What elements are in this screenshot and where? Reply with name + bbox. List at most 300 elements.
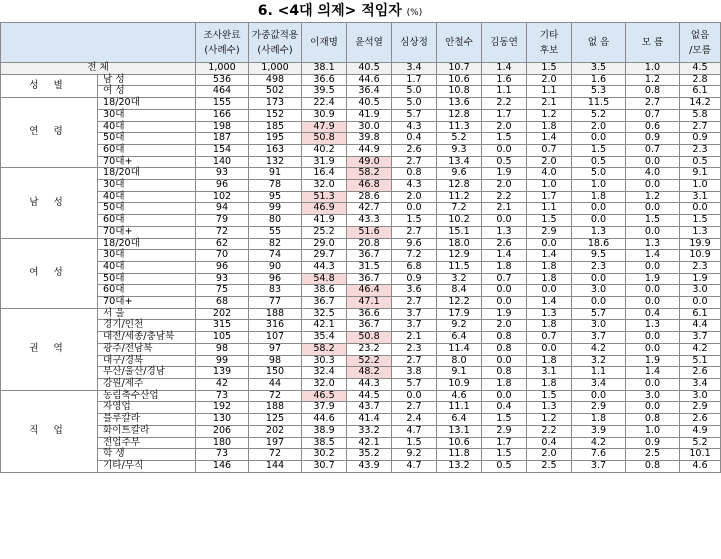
cell: 6.8 [392,261,437,273]
table-row [1,437,721,449]
cell: 4.5 [680,63,721,75]
cell: 139 [196,367,249,379]
cell: 5.2 [437,133,482,145]
row-label: 30대 [98,180,196,192]
cell: 74 [249,250,302,262]
cell: 2.1 [482,203,527,215]
row-label: 60대 [98,215,196,227]
cell: 2.0 [527,156,572,168]
cell: 1.1 [572,367,626,379]
table-row [1,261,721,273]
cell: 1.4 [482,250,527,262]
cell: 2.4 [392,414,437,426]
cell: 0.0 [680,297,721,309]
cell: 1.8 [527,273,572,285]
row-label: 60대 [98,285,196,297]
cell: 1.8 [527,355,572,367]
cell: 28.6 [347,191,392,203]
cell: 58.2 [347,168,392,180]
cell: 1.5 [482,414,527,426]
cell: 30.0 [347,121,392,133]
cell: 498 [249,74,302,86]
cell: 1,000 [196,63,249,75]
cell: 44.6 [302,414,347,426]
cell: 0.0 [482,297,527,309]
title-text: 6. <4대 의제> 적임자 [257,3,402,19]
cell: 35.4 [302,332,347,344]
cell: 3.4 [572,378,626,390]
cell: 1.5 [680,215,721,227]
cell: 4.2 [680,343,721,355]
cell: 0.0 [482,390,527,402]
cell: 2.9 [482,425,527,437]
cell: 0.7 [482,273,527,285]
cell: 36.4 [347,86,392,98]
cell: 10.6 [437,437,482,449]
group-label: 권 역 [1,308,98,390]
cell: 188 [249,402,302,414]
cell: 2.3 [680,261,721,273]
cell: 32.0 [302,180,347,192]
cell: 198 [196,121,249,133]
cell: 13.6 [437,98,482,110]
cell: 16.4 [302,168,347,180]
cell: 1.8 [572,191,626,203]
cell: 1.5 [527,390,572,402]
cell: 2.7 [392,402,437,414]
cell: 42.1 [302,320,347,332]
cell: 3.0 [680,390,721,402]
cell: 146 [196,460,249,472]
cell: 41.9 [347,109,392,121]
cell: 38.5 [302,437,347,449]
cell: 6.1 [680,308,721,320]
cell: 0.8 [482,332,527,344]
cell: 2.0 [482,320,527,332]
table-row [1,367,721,379]
cell: 23.2 [347,343,392,355]
cell: 1.5 [527,63,572,75]
cell: 11.2 [437,191,482,203]
cell: 2.1 [392,332,437,344]
column-header: 없 음 [572,23,626,63]
cell: 10.7 [437,63,482,75]
table-row [1,144,721,156]
cell: 4.4 [680,320,721,332]
cell: 0.8 [626,414,680,426]
column-header: 윤석열 [347,23,392,63]
cell: 5.7 [392,378,437,390]
header-blank [1,23,196,63]
group-label: 여 성 [1,238,98,308]
cell: 3.7 [680,332,721,344]
cell: 1.5 [527,215,572,227]
cell: 0.9 [680,133,721,145]
cell: 39.8 [347,133,392,145]
cell: 72 [196,226,249,238]
cell: 3.2 [572,355,626,367]
cell: 96 [196,180,249,192]
cell: 4.2 [572,437,626,449]
column-header: 가중값적용 (사례수) [249,23,302,63]
cell: 7.6 [572,449,626,461]
cell: 0.5 [482,156,527,168]
table-row [1,98,721,110]
cell: 1.0 [572,180,626,192]
cell: 132 [249,156,302,168]
total-label: 전 체 [1,63,196,75]
cell: 48.2 [347,367,392,379]
cell: 0.0 [626,297,680,309]
cell: 3.4 [392,63,437,75]
cell: 9.6 [392,238,437,250]
cell: 3.7 [392,320,437,332]
cell: 13.2 [437,460,482,472]
table-row [1,297,721,309]
cell: 1,000 [249,63,302,75]
cell: 154 [196,144,249,156]
cell: 0.0 [527,285,572,297]
cell: 102 [196,191,249,203]
cell: 0.0 [482,215,527,227]
cell: 30.7 [302,460,347,472]
cell: 43.3 [347,215,392,227]
cell: 1.8 [482,378,527,390]
cell: 1.9 [482,168,527,180]
cell: 2.3 [572,261,626,273]
cell: 55 [249,226,302,238]
cell: 195 [249,133,302,145]
cell: 6.1 [680,86,721,98]
cell: 11.5 [437,261,482,273]
cell: 1.6 [572,74,626,86]
cell: 144 [249,460,302,472]
cell: 155 [196,98,249,110]
cell: 0.0 [572,215,626,227]
cell: 30.3 [302,355,347,367]
cell: 3.7 [392,308,437,320]
cell: 36.6 [302,74,347,86]
cell: 22.4 [302,98,347,110]
cell: 90 [249,261,302,273]
cell: 3.0 [572,285,626,297]
cell: 5.3 [572,86,626,98]
cell: 2.1 [527,98,572,110]
cell: 1.3 [626,320,680,332]
cell: 2.0 [482,180,527,192]
cell: 5.7 [392,109,437,121]
cell: 2.9 [572,402,626,414]
cell: 99 [196,355,249,367]
column-header: 김동연 [482,23,527,63]
cell: 3.2 [437,273,482,285]
cell: 0.8 [482,367,527,379]
cell: 1.5 [392,215,437,227]
row-label: 50대 [98,273,196,285]
cell: 0.0 [626,402,680,414]
cell: 38.6 [302,285,347,297]
table-row [1,109,721,121]
cell: 6.4 [437,414,482,426]
cell: 1.0 [680,180,721,192]
cell: 8.0 [437,355,482,367]
cell: 2.3 [392,343,437,355]
cell: 46.8 [347,180,392,192]
cell: 32.0 [302,378,347,390]
cell: 2.6 [482,238,527,250]
cell: 3.0 [626,390,680,402]
row-label: 강원/제주 [98,378,196,390]
cell: 4.2 [572,343,626,355]
cell: 1.5 [572,144,626,156]
row-label: 50대 [98,203,196,215]
cell: 140 [196,156,249,168]
cell: 9.2 [437,320,482,332]
cell: 73 [196,390,249,402]
cell: 4.6 [680,460,721,472]
cell: 1.0 [527,180,572,192]
cell: 38.1 [302,63,347,75]
table-row [1,226,721,238]
cell: 1.4 [527,133,572,145]
cell: 1.9 [680,273,721,285]
cell: 0.0 [482,285,527,297]
cell: 1.3 [626,238,680,250]
cell: 1.4 [626,250,680,262]
cell: 75 [196,285,249,297]
cell: 37.9 [302,402,347,414]
cell: 0.7 [626,109,680,121]
cell: 0.4 [482,402,527,414]
cell: 9.6 [437,168,482,180]
row-label: 40대 [98,191,196,203]
row-label: 70대+ [98,297,196,309]
cell: 4.3 [392,180,437,192]
cell: 10.9 [680,250,721,262]
table-row [1,250,721,262]
cell: 4.0 [626,168,680,180]
cell: 2.7 [392,355,437,367]
cell: 62 [196,238,249,250]
cell: 40.5 [347,63,392,75]
table-row [1,180,721,192]
row-label: 70대+ [98,226,196,238]
cell: 17.9 [437,308,482,320]
table-row [1,414,721,426]
cell: 94 [196,203,249,215]
cell: 5.2 [680,437,721,449]
row-label: 자영업 [98,402,196,414]
cell: 30.9 [302,109,347,121]
cell: 1.7 [482,437,527,449]
cell: 12.2 [437,297,482,309]
cell: 41.4 [347,414,392,426]
column-header: 기타 후보 [527,23,572,63]
cell: 0.0 [626,332,680,344]
cell: 32.4 [302,367,347,379]
cell: 192 [196,402,249,414]
table-row [1,332,721,344]
cell: 0.7 [527,144,572,156]
row-label: 18/20대 [98,238,196,250]
cell: 1.4 [527,250,572,262]
cell: 1.5 [482,133,527,145]
cell: 12.9 [437,250,482,262]
cell: 3.5 [572,63,626,75]
column-header: 없음 /모름 [680,23,721,63]
cell: 10.6 [437,74,482,86]
cell: 29.7 [302,250,347,262]
cell: 72 [249,390,302,402]
row-label: 남 성 [98,74,196,86]
cell: 163 [249,144,302,156]
cell: 15.1 [437,226,482,238]
cell: 2.6 [392,144,437,156]
cell: 3.4 [680,378,721,390]
title-unit: (%) [406,8,423,18]
cell: 1.2 [527,109,572,121]
cell: 1.7 [527,191,572,203]
cell: 0.0 [626,343,680,355]
cell: 2.7 [392,226,437,238]
table-row [1,449,721,461]
cell: 5.1 [680,355,721,367]
cell: 0.8 [626,86,680,98]
cell: 52.2 [347,355,392,367]
cell: 0.0 [626,180,680,192]
column-header: 이재명 [302,23,347,63]
table-row [1,285,721,297]
cell: 13.4 [437,156,482,168]
cell: 12.8 [437,109,482,121]
cell: 43.9 [347,460,392,472]
cell: 315 [196,320,249,332]
cell: 42 [196,378,249,390]
cell: 502 [249,86,302,98]
cell: 20.8 [347,238,392,250]
row-label: 70대+ [98,156,196,168]
cell: 0.0 [626,156,680,168]
cell: 44.9 [347,144,392,156]
table-row [1,378,721,390]
cell: 46.9 [302,203,347,215]
cell: 0.0 [572,297,626,309]
cell: 44 [249,378,302,390]
cell: 73 [196,449,249,461]
cell: 1.3 [527,308,572,320]
cell: 1.8 [572,414,626,426]
cell: 80 [249,215,302,227]
group-label: 남 성 [1,168,98,238]
cell: 1.6 [482,74,527,86]
cell: 0.9 [392,273,437,285]
cell: 1.0 [626,63,680,75]
cell: 2.2 [527,425,572,437]
cell: 0.0 [626,203,680,215]
page-title [0,0,680,22]
cell: 33.2 [347,425,392,437]
cell: 4.7 [392,460,437,472]
cell: 2.7 [392,156,437,168]
cell: 0.5 [680,156,721,168]
table-row [1,343,721,355]
cell: 4.0 [527,168,572,180]
cell: 2.2 [482,98,527,110]
cell: 18.0 [437,238,482,250]
cell: 41.9 [302,215,347,227]
cell: 97 [249,343,302,355]
cell: 25.2 [302,226,347,238]
cell: 36.7 [347,273,392,285]
cell: 19.9 [680,238,721,250]
cell: 1.8 [527,378,572,390]
cell: 44.6 [347,74,392,86]
cell: 1.3 [572,226,626,238]
cell: 3.6 [392,285,437,297]
cell: 50.8 [302,133,347,145]
cell: 0.0 [626,285,680,297]
cell: 0.8 [482,343,527,355]
cell: 47.9 [302,121,347,133]
cell: 44.3 [302,261,347,273]
cell: 1.5 [482,449,527,461]
cell: 2.9 [680,402,721,414]
cell: 5.0 [392,98,437,110]
cell: 180 [196,437,249,449]
cell: 2.5 [527,460,572,472]
cell: 54.8 [302,273,347,285]
cell: 0.5 [572,156,626,168]
cell: 2.6 [680,414,721,426]
cell: 44.5 [347,390,392,402]
cell: 536 [196,74,249,86]
cell: 40.2 [302,144,347,156]
cell: 0.0 [680,203,721,215]
row-label: 학 생 [98,449,196,461]
row-label: 18/20대 [98,98,196,110]
cell: 0.0 [527,238,572,250]
cell: 70 [196,250,249,262]
cell: 3.7 [572,460,626,472]
cell: 0.7 [626,144,680,156]
row-label: 농림축수산업 [98,390,196,402]
cell: 5.0 [572,168,626,180]
cell: 206 [196,425,249,437]
row-label: 경기/인천 [98,320,196,332]
cell: 12.8 [437,180,482,192]
cell: 0.4 [626,308,680,320]
cell: 1.2 [626,74,680,86]
cell: 10.8 [437,86,482,98]
cell: 1.8 [527,261,572,273]
cell: 197 [249,437,302,449]
cell: 29.0 [302,238,347,250]
cell: 202 [196,308,249,320]
table-row [1,460,721,472]
cell: 9.5 [572,250,626,262]
cell: 6.4 [437,332,482,344]
table-row [1,425,721,437]
table-row [1,203,721,215]
cell: 98 [249,355,302,367]
row-label: 전업주부 [98,437,196,449]
cell: 1.4 [482,63,527,75]
cell: 173 [249,98,302,110]
cell: 166 [196,109,249,121]
cell: 83 [249,285,302,297]
cell: 1.0 [626,425,680,437]
row-label: 30대 [98,250,196,262]
